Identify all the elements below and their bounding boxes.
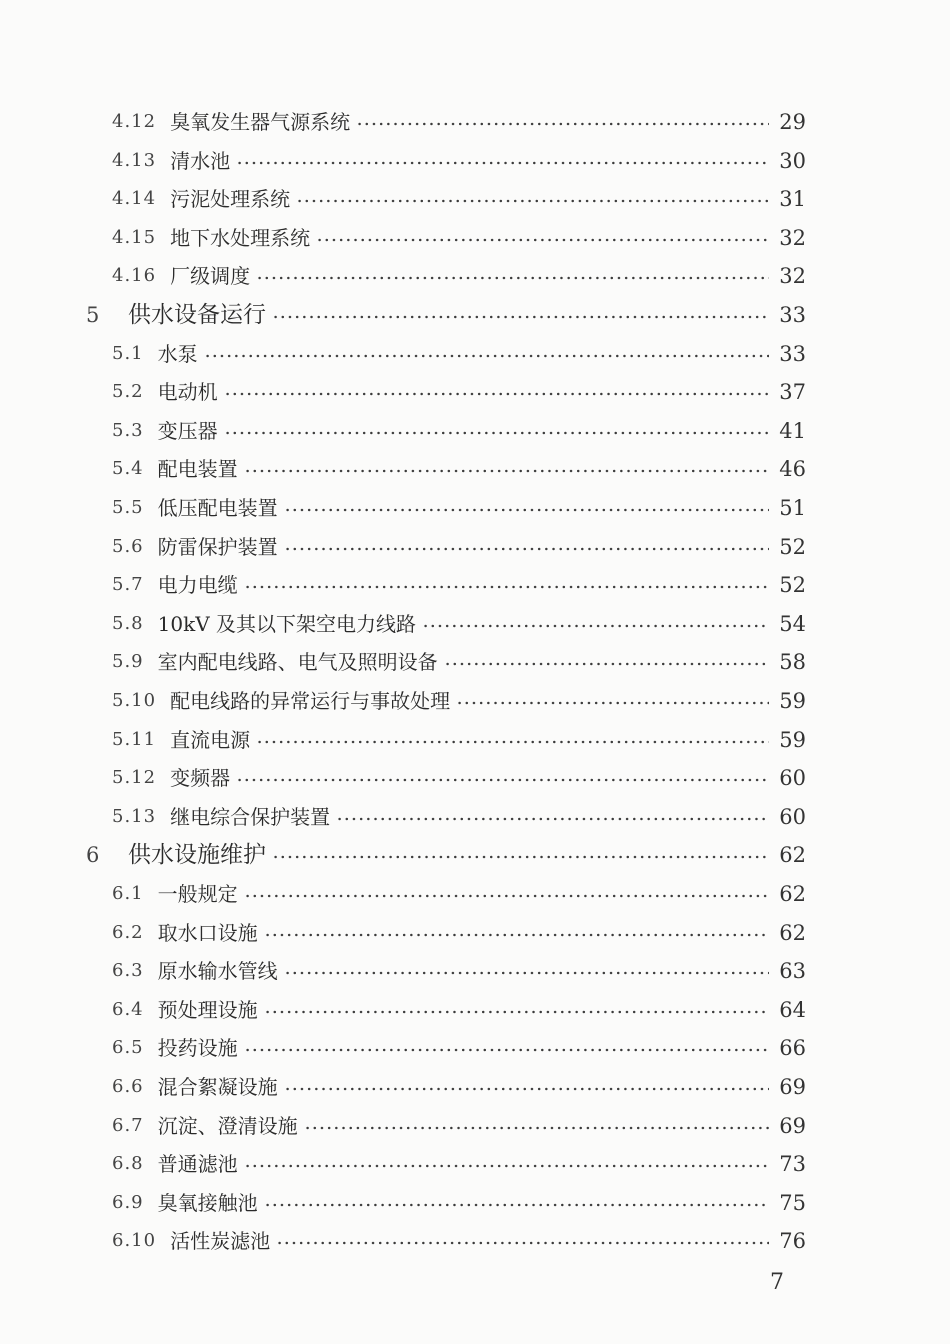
toc-section-title: 防雷保护装置 <box>157 534 278 559</box>
toc-page-number: 69 <box>779 1113 806 1138</box>
toc-section-title: 直流电源 <box>170 727 251 752</box>
toc-section-title: 清水池 <box>170 148 231 173</box>
dot-leader <box>244 1164 770 1168</box>
toc-entry-4-14[interactable] <box>112 180 806 218</box>
toc-entry-6-3[interactable] <box>112 952 806 990</box>
toc-section-title: 沉淀、澄清设施 <box>157 1113 298 1138</box>
dot-leader <box>422 624 769 628</box>
toc-entry-6-4[interactable] <box>112 991 806 1029</box>
dot-leader <box>204 354 770 358</box>
toc-section-title: 水泵 <box>157 341 198 366</box>
toc-page-number: 76 <box>779 1229 806 1254</box>
toc-section-number: 4.12 <box>112 111 157 132</box>
dot-leader <box>224 392 770 396</box>
toc-page-number: 58 <box>779 650 806 675</box>
dot-leader <box>256 740 769 744</box>
toc-section-title: 室内配电线路、电气及照明设备 <box>157 650 438 675</box>
toc-entry-6-5[interactable] <box>112 1029 806 1067</box>
toc-entry-5-10[interactable] <box>112 682 806 720</box>
toc-section-number: 5.4 <box>112 458 144 480</box>
dot-leader <box>444 662 770 666</box>
dot-leader <box>244 585 770 589</box>
dot-leader <box>264 1010 770 1014</box>
toc-page-number: 52 <box>779 573 806 598</box>
toc-page-number: 54 <box>779 611 806 636</box>
toc-page-number: 62 <box>779 920 806 945</box>
toc-section-number: 6.2 <box>112 921 144 943</box>
dot-leader <box>224 431 770 435</box>
toc-section-number: 4.15 <box>112 226 157 248</box>
toc-section-title: 10kV 及其以下架空电力线路 <box>157 611 417 636</box>
toc-entry-5-12[interactable] <box>112 759 806 797</box>
toc-page-number: 41 <box>779 418 806 443</box>
toc-section-number: 6.3 <box>112 960 144 982</box>
toc-page-number: 32 <box>779 264 806 289</box>
toc-page-number: 59 <box>779 689 806 713</box>
toc-section-title: 电力电缆 <box>157 573 238 598</box>
toc-entry-4-12[interactable] <box>112 103 806 141</box>
toc-section-number: 5.1 <box>112 342 144 364</box>
dot-leader <box>236 778 769 782</box>
toc-section-title: 预处理设施 <box>157 997 258 1022</box>
toc-section-number: 5.2 <box>112 381 144 403</box>
dot-leader <box>244 1048 770 1052</box>
toc-section-title: 供水设备运行 <box>128 302 266 328</box>
toc-section-number: 6.7 <box>112 1114 144 1136</box>
toc-section-title: 供水设施维护 <box>128 842 266 869</box>
toc-page-number: 46 <box>779 457 806 482</box>
toc-section-title: 投药设施 <box>157 1036 238 1061</box>
toc-section-number: 5.6 <box>112 535 144 557</box>
toc-entry-6-8[interactable] <box>112 1145 806 1183</box>
toc-section-title: 污泥处理系统 <box>170 187 291 212</box>
dot-leader <box>336 817 769 821</box>
toc-section-number: 6.1 <box>112 883 144 904</box>
dot-leader <box>244 894 770 898</box>
toc-section-title: 臭氧发生器气源系统 <box>170 110 351 134</box>
toc-page-number: 64 <box>779 997 806 1022</box>
dot-leader <box>284 1087 770 1091</box>
toc-section-number: 6.6 <box>112 1076 144 1097</box>
toc-page-number: 60 <box>779 766 806 791</box>
toc-section-number: 5.12 <box>112 767 157 789</box>
toc-entry-5-3[interactable] <box>112 412 806 450</box>
toc-chapter-5[interactable] <box>86 296 806 334</box>
toc-entry-6-7[interactable] <box>112 1107 806 1145</box>
toc-entry-6-2[interactable] <box>112 914 806 952</box>
toc-entry-5-13[interactable] <box>112 798 806 836</box>
toc-section-title: 配电装置 <box>157 457 238 482</box>
toc-section-title: 厂级调度 <box>170 264 251 289</box>
toc-page-number: 63 <box>779 959 806 984</box>
toc-section-number: 5.13 <box>112 805 157 827</box>
toc-entry-5-4[interactable] <box>112 450 806 488</box>
dot-leader <box>264 1203 770 1207</box>
toc-entry-6-9[interactable] <box>112 1184 806 1222</box>
toc-section-number: 4.13 <box>112 149 157 171</box>
toc-entry-5-2[interactable] <box>112 373 806 411</box>
toc-section-number: 5.7 <box>112 574 144 596</box>
toc-page-number: 33 <box>779 341 806 366</box>
dot-leader <box>284 508 770 512</box>
toc-entry-4-16[interactable] <box>112 257 806 295</box>
toc-section-number: 5.3 <box>112 419 144 441</box>
toc-entry-5-1[interactable] <box>112 335 806 373</box>
toc-section-title: 变频器 <box>170 766 231 791</box>
toc-entry-5-8[interactable] <box>112 605 806 643</box>
toc-section-title: 配电线路的异常运行与事故处理 <box>170 689 451 713</box>
dot-leader <box>272 855 769 859</box>
toc-entry-5-6[interactable] <box>112 528 806 566</box>
toc-section-number: 4.14 <box>112 188 157 210</box>
toc-page-number: 51 <box>779 496 806 520</box>
toc-section-number: 5.9 <box>112 651 144 673</box>
toc-section-title: 低压配电装置 <box>157 496 278 520</box>
toc-section-number: 5.5 <box>112 497 144 518</box>
toc-entry-5-5[interactable] <box>112 489 806 527</box>
toc-page-number: 31 <box>779 187 806 212</box>
toc-section-number: 6.4 <box>112 998 144 1020</box>
toc-page-number: 75 <box>779 1190 806 1215</box>
toc-section-title: 电动机 <box>157 380 218 405</box>
dot-leader <box>304 1126 770 1130</box>
toc-section-title: 取水口设施 <box>157 920 258 945</box>
toc-entry-5-11[interactable] <box>112 721 806 759</box>
toc-section-number: 6 <box>86 843 101 868</box>
toc-section-title: 普通滤池 <box>157 1152 238 1177</box>
dot-leader <box>236 161 769 165</box>
toc-page-number: 52 <box>779 534 806 559</box>
toc-section-title: 活性炭滤池 <box>170 1229 271 1254</box>
toc-entry-4-15[interactable] <box>112 219 806 257</box>
page-number: 7 <box>770 1270 784 1295</box>
toc-entry-5-9[interactable] <box>112 643 806 681</box>
dot-leader <box>272 315 769 319</box>
toc-entry-6-6[interactable] <box>112 1068 806 1106</box>
toc-section-number: 6.5 <box>112 1037 144 1059</box>
toc-page-number: 32 <box>779 225 806 250</box>
toc-chapter-6[interactable] <box>86 836 806 874</box>
toc-section-number: 5.11 <box>112 728 157 750</box>
dot-leader <box>284 547 770 551</box>
toc-page-number: 62 <box>779 882 806 906</box>
toc-page-number: 66 <box>779 1036 806 1061</box>
toc-section-title: 地下水处理系统 <box>170 225 311 250</box>
toc-section-title: 混合絮凝设施 <box>157 1075 278 1099</box>
toc-page-number: 62 <box>779 843 806 868</box>
toc-section-number: 5.8 <box>112 612 144 634</box>
toc-section-number: 5 <box>86 303 101 327</box>
toc-page-number: 73 <box>779 1152 806 1177</box>
toc-section-title: 臭氧接触池 <box>157 1190 258 1215</box>
toc-entry-4-13[interactable] <box>112 142 806 180</box>
toc-page-number: 30 <box>779 148 806 173</box>
dot-leader <box>276 1241 769 1245</box>
toc-section-number: 4.16 <box>112 265 157 287</box>
toc-section-title: 原水输水管线 <box>157 959 278 984</box>
toc-section-number: 6.8 <box>112 1153 144 1175</box>
toc-page-number: 60 <box>779 804 806 829</box>
dot-leader <box>296 199 769 203</box>
toc-section-title: 继电综合保护装置 <box>170 804 331 829</box>
dot-leader <box>356 122 769 126</box>
toc-page-number: 69 <box>779 1075 806 1099</box>
dot-leader <box>244 469 770 473</box>
toc-section-number: 6.10 <box>112 1230 157 1252</box>
toc-entry-5-7[interactable] <box>112 566 806 604</box>
toc-section-title: 一般规定 <box>157 882 238 906</box>
dot-leader <box>316 238 769 242</box>
dot-leader <box>284 971 770 975</box>
toc-page-number: 59 <box>779 727 806 752</box>
toc-page-number: 37 <box>779 380 806 405</box>
dot-leader <box>256 276 769 280</box>
toc-section-number: 6.9 <box>112 1191 144 1213</box>
dot-leader <box>456 701 769 705</box>
toc-page-number: 33 <box>779 303 806 327</box>
toc-section-number: 5.10 <box>112 690 157 711</box>
toc-section-title: 变压器 <box>157 418 218 443</box>
toc-entry-6-1[interactable] <box>112 875 806 913</box>
dot-leader <box>264 933 770 937</box>
toc-entry-6-10[interactable] <box>112 1222 806 1260</box>
toc-page-number: 29 <box>779 110 806 134</box>
